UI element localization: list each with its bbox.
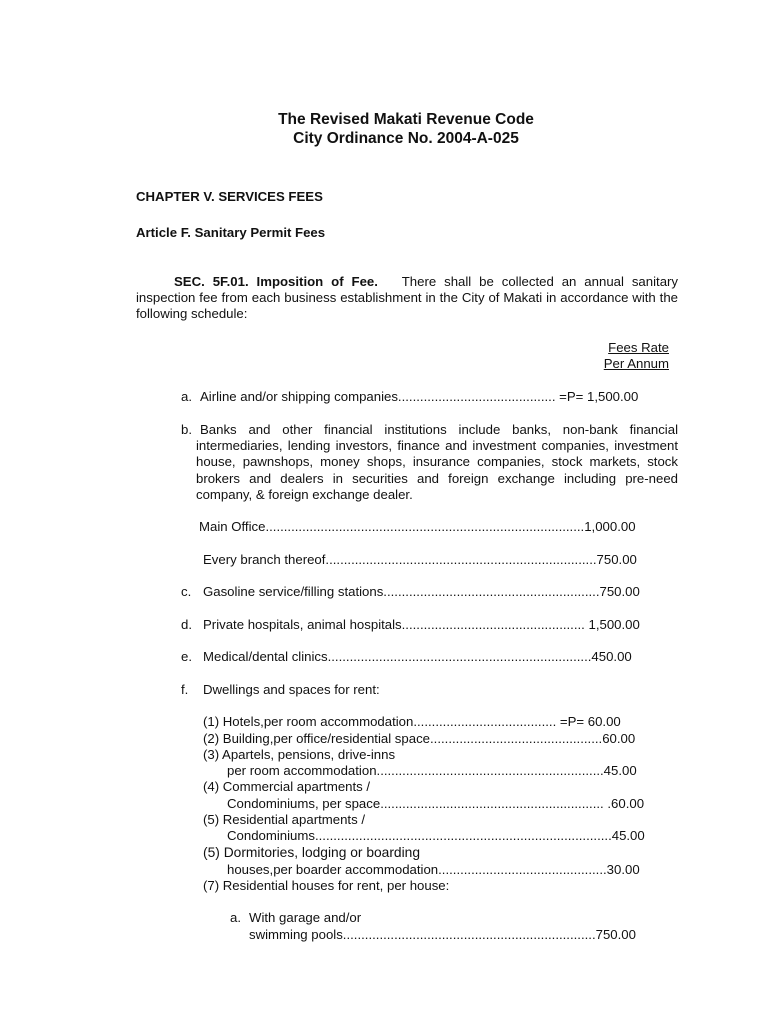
- sub-item-a-marker: a.: [230, 910, 241, 925]
- item-d-marker: d.: [181, 617, 192, 632]
- item-f-text: Dwellings and spaces for rent:: [203, 682, 380, 697]
- rental-line: Condominiums, per space............................................................. .60.00: [227, 796, 645, 811]
- rental-line: (4) Commercial apartments /: [203, 779, 371, 794]
- item-b-marker: b.: [181, 422, 192, 437]
- rental-line: (5) Dormitories, lodging or boarding: [203, 845, 421, 860]
- rate-header-line2: Per Annum: [603, 356, 669, 371]
- item-e-text: Medical/dental clinics........................................................................450.00: [203, 649, 632, 664]
- item-a-marker: a.: [181, 389, 192, 404]
- rental-line: (1) Hotels,per room accommodation....................................... =P= 60.00: [203, 714, 621, 729]
- item-f-marker: f.: [181, 682, 189, 697]
- sub-item-a-line2: swimming pools.....................................................................750.00: [249, 927, 636, 942]
- section-heading: SEC. 5F.01. Imposition of Fee.: [174, 274, 378, 289]
- rental-line: Condominiums.................................................................................45.00: [227, 828, 645, 843]
- item-c-text: Gasoline service/filling stations...........................................................750.00: [203, 584, 640, 599]
- sub-item-a-line1: With garage and/or: [249, 910, 362, 925]
- ordinance-number: City Ordinance No. 2004-A-025: [293, 130, 519, 147]
- item-b-text: Banks and other financial institutions include banks, non-bank financial intermediaries, lending investors, finance and investment companies, investment house, pawnshops, money shops, insurance companies, stock markets, stock brokers and dealers in securities and foreign exchange including pre-need company, & foreign exchange dealer.: [196, 422, 678, 502]
- rental-line: (5) Residential apartments /: [203, 812, 365, 827]
- rental-line: (7) Residential houses for rent, per house:: [203, 878, 450, 893]
- item-d-text: Private hospitals, animal hospitals.................................................. 1,500.00: [203, 617, 640, 632]
- chapter-heading: CHAPTER V. SERVICES FEES: [136, 189, 323, 204]
- item-a-text: Airline and/or shipping companies........................................... =P= 1,500.00: [200, 389, 639, 404]
- document-title: The Revised Makati Revenue Code: [278, 111, 534, 128]
- rental-line: houses,per boarder accommodation..............................................30.00: [227, 862, 640, 877]
- rental-line: (3) Apartels, pensions, drive-inns: [203, 747, 396, 762]
- section-paragraph: [136, 274, 678, 323]
- rental-line: (2) Building,per office/residential space...............................................60.00: [203, 731, 636, 746]
- item-b-main-office: Main Office.......................................................................................1,000.00: [199, 519, 636, 534]
- item-e-marker: e.: [181, 649, 192, 664]
- rate-header-line1: Fees Rate: [608, 340, 669, 355]
- article-heading: Article F. Sanitary Permit Fees: [136, 225, 326, 240]
- item-c-marker: c.: [181, 584, 192, 599]
- item-b-branch: Every branch thereof..........................................................................750.00: [203, 552, 637, 567]
- rental-line: per room accommodation..............................................................45.00: [227, 763, 637, 778]
- section-text: There shall be collected an annual sanitary inspection fee from each business establishment in the City of Makati in accordance with the following schedule:: [136, 274, 679, 322]
